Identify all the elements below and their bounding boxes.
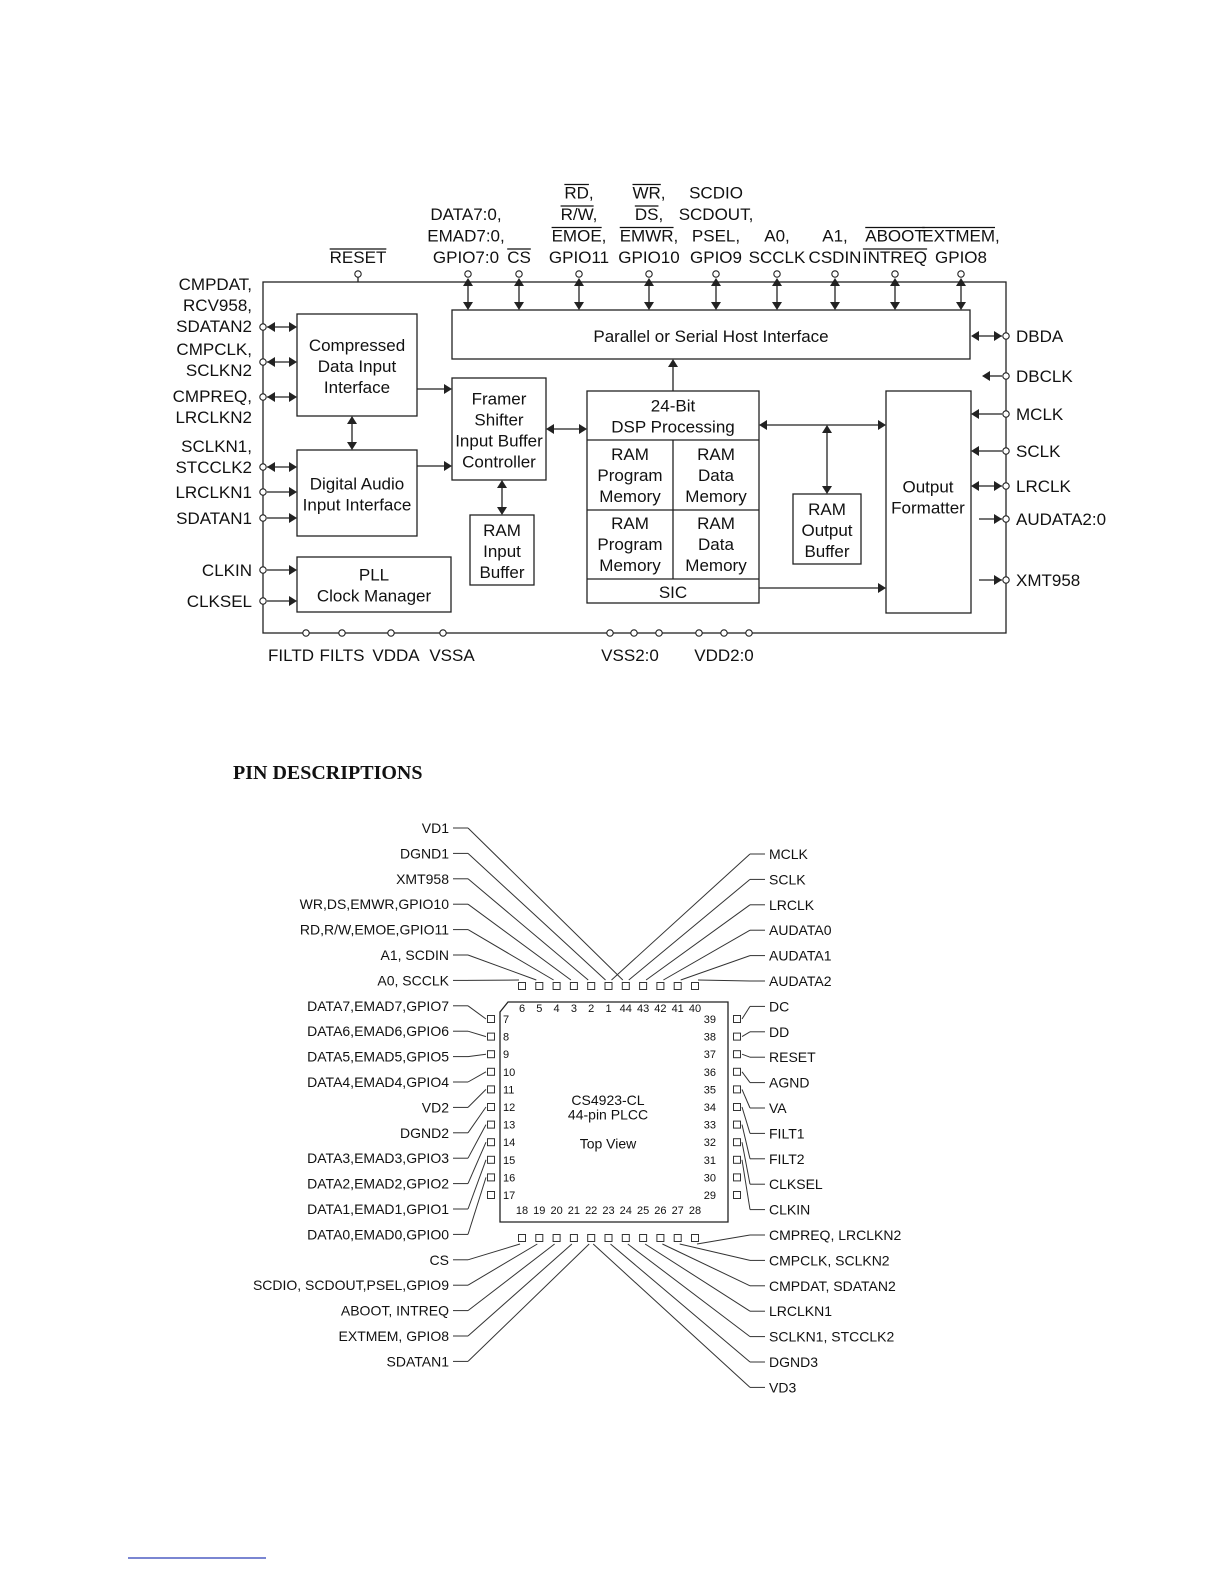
ram-data-1-text: Data [698, 466, 734, 485]
digital-audio-text: Input Interface [302, 495, 412, 515]
right-leader-diag [698, 980, 750, 981]
bottom-pin-dot [631, 630, 637, 636]
bottom-pin-dot [303, 630, 309, 636]
bottom-pin-dot [696, 630, 702, 636]
left-leader-diag [468, 904, 571, 980]
right-pin-name: LRCLKN1 [769, 1303, 833, 1320]
left-leader-diag [468, 853, 606, 980]
bottom-pin-pad [640, 1235, 647, 1242]
left-pin-name: CS [429, 1251, 449, 1268]
right-pin-name: DC [769, 998, 790, 1015]
bottom-pin-label: VSSA [429, 646, 475, 665]
right-pin-name: CMPCLK, SCLKN2 [769, 1252, 890, 1269]
left-pin-label: CMPREQ, [172, 387, 252, 406]
bottom-pin-dot [721, 630, 727, 636]
left-pin-label: CMPCLK, [176, 340, 252, 359]
top-pin-label: GPIO9 [690, 248, 742, 267]
top-pin-number: 4 [553, 1003, 560, 1015]
left-pin-name: DATA0,EMAD0,GPIO0 [307, 1226, 449, 1243]
bottom-pin-dot [607, 630, 613, 636]
right-leader-diag [742, 1089, 750, 1108]
left-pin-pad [488, 1016, 495, 1023]
bottom-pin-number: 22 [585, 1205, 598, 1217]
ram-data-2-text: Memory [685, 556, 747, 575]
left-pin-name: DATA3,EMAD3,GPIO3 [307, 1150, 449, 1167]
left-pin-number: 9 [503, 1049, 510, 1062]
left-pin-label: LRCLKN2 [175, 408, 252, 427]
right-pin-pad [734, 1156, 741, 1163]
compressed-text: Data Input [317, 357, 397, 376]
left-leader-diag [468, 1142, 486, 1183]
right-pin-name: CMPREQ, LRCLKN2 [769, 1227, 902, 1243]
bottom-pin-pad [553, 1235, 560, 1242]
left-pin-number: 13 [503, 1119, 516, 1132]
right-pin-name: MCLK [769, 846, 808, 862]
right-pin-number: 35 [703, 1084, 716, 1097]
right-pin-pad [734, 1174, 741, 1181]
bottom-pin-label: VSS2:0 [601, 646, 659, 665]
dsp-text: DSP Processing [611, 417, 735, 437]
top-pin-label: GPIO11 [548, 248, 610, 267]
top-pin-label: EMAD7:0, [427, 226, 505, 246]
left-pin-dot [260, 489, 266, 495]
left-pin-number: 12 [503, 1102, 516, 1114]
right-leader-diag [681, 956, 750, 980]
right-pin-pad [734, 1016, 741, 1023]
top-pin-dot [646, 271, 652, 277]
top-pin-label: INTREQ [862, 248, 928, 267]
top-pin-number: 42 [654, 1003, 667, 1015]
right-leader-diag [628, 1244, 750, 1337]
right-pin-number: 31 [703, 1154, 716, 1167]
top-pin-pad [640, 983, 647, 990]
right-pin-name: VD3 [769, 1379, 797, 1396]
left-pin-pad [488, 1121, 495, 1128]
bottom-pin-label: VDD2:0 [694, 646, 754, 665]
left-pin-label: SCLKN2 [185, 361, 252, 380]
ram-input-text: Buffer [479, 563, 525, 582]
left-pin-pad [488, 1192, 495, 1199]
left-pin-name: A0, SCCLK [377, 972, 449, 989]
left-pin-number: 11 [503, 1084, 515, 1097]
left-pin-name: VD1 [421, 820, 449, 836]
top-pin-dot [516, 271, 522, 277]
top-pin-label: DATA7:0, [430, 205, 502, 224]
left-pin-number: 14 [503, 1137, 516, 1150]
digital-audio-text: Digital Audio [309, 474, 405, 494]
top-pin-label: R/W, [560, 205, 598, 224]
bottom-pin-pad [674, 1235, 681, 1242]
right-pin-number: 33 [703, 1119, 716, 1132]
right-leader-diag [742, 1072, 750, 1083]
left-pin-dot [260, 567, 266, 573]
ram-prog-1-text: Memory [599, 487, 661, 506]
right-pin-dot [1003, 333, 1009, 339]
top-pin-label: ABOOT [865, 226, 925, 246]
left-leader-diag [468, 1054, 486, 1056]
right-leader-diag [612, 854, 751, 980]
left-pin-pad [488, 1051, 495, 1058]
ram-prog-1-text: Program [597, 466, 663, 485]
top-pin-number: 43 [636, 1003, 650, 1015]
top-pin-dot [958, 271, 964, 277]
left-pin-label: SCLKN1, [181, 437, 252, 456]
right-pin-dot [1003, 373, 1009, 379]
left-pin-label: RCV958, [183, 296, 252, 315]
bottom-pin-number: 26 [654, 1205, 667, 1217]
right-pin-name: SCLKN1, STCCLK2 [769, 1328, 895, 1345]
top-pin-label: A0, [764, 226, 790, 246]
output-formatter-text: Output [902, 477, 954, 497]
left-pin-number: 8 [503, 1031, 510, 1044]
right-leader-diag [742, 1006, 750, 1019]
top-pin-dot [576, 271, 582, 277]
left-pin-dot [260, 359, 266, 365]
left-pin-label: SDATAN2 [176, 317, 252, 336]
top-pin-pad [657, 983, 664, 990]
right-pin-name: DD [769, 1023, 790, 1040]
top-pin-label: SCDOUT, [678, 205, 754, 224]
bottom-pin-number: 28 [688, 1205, 702, 1217]
left-leader-diag [468, 930, 554, 980]
right-pin-number: 38 [703, 1031, 716, 1044]
left-pin-name: SCDIO, SCDOUT,PSEL,GPIO9 [252, 1277, 449, 1294]
top-pin-label: RESET [329, 248, 387, 267]
right-leader-diag [646, 905, 750, 980]
top-pin-label: PSEL, [691, 226, 741, 246]
top-pin-number: 1 [605, 1003, 612, 1015]
right-pin-dot [1003, 483, 1009, 489]
chip-label-text: Top View [579, 1135, 637, 1152]
top-pin-label: GPIO7:0 [432, 248, 500, 267]
left-pin-pad [488, 1086, 495, 1093]
bottom-pin-dot [388, 630, 394, 636]
top-pin-number: 3 [570, 1003, 577, 1015]
right-pin-dot [1003, 448, 1009, 454]
right-pin-pad [734, 1086, 741, 1093]
right-pin-pad [734, 1139, 741, 1146]
bottom-pin-pad [519, 1235, 526, 1242]
top-pin-number: 5 [536, 1003, 543, 1015]
right-leader-diag [680, 1244, 750, 1260]
right-pin-number: 30 [703, 1172, 716, 1185]
top-pin-label: GPIO10 [618, 248, 680, 267]
ram-input-text: Input [483, 542, 521, 561]
section-title: PIN DESCRIPTIONS [233, 762, 423, 784]
plcc-diagram [253, 820, 902, 1395]
top-pin-dot [892, 271, 898, 277]
ram-input-text: RAM [483, 521, 521, 540]
left-pin-number: 16 [503, 1172, 516, 1185]
left-pin-pad [488, 1104, 495, 1111]
left-pin-pad [488, 1068, 495, 1075]
left-pin-name: ABOOT, INTREQ [340, 1302, 449, 1319]
bottom-pin-pad [605, 1235, 612, 1242]
right-pin-dot [1003, 411, 1009, 417]
left-pin-name: DATA4,EMAD4,GPIO4 [307, 1074, 449, 1090]
right-pin-number: 39 [703, 1014, 716, 1026]
left-pin-label: STCCLK2 [175, 458, 252, 477]
left-pin-label: CLKIN [201, 561, 252, 580]
top-pin-label: RD, [564, 183, 594, 203]
top-pin-label: CSDIN [808, 248, 862, 267]
right-pin-label: MCLK [1016, 405, 1064, 424]
top-pin-dot [774, 271, 780, 277]
ram-output-text: RAM [808, 500, 846, 519]
sic-text: SIC [658, 583, 688, 602]
top-pin-pad [553, 983, 560, 990]
right-leader-diag [742, 1142, 750, 1184]
right-pin-name: AUDATA0 [769, 922, 832, 939]
chip-label-text: CS4923-CL [571, 1092, 645, 1108]
left-pin-number: 10 [503, 1066, 516, 1079]
left-pin-pad [488, 1174, 495, 1181]
top-pin-label: A1, [822, 226, 848, 246]
right-pin-name: AUDATA2 [769, 973, 832, 989]
right-leader-diag [742, 1054, 750, 1057]
right-pin-dot [1003, 516, 1009, 522]
right-pin-pad [734, 1068, 741, 1075]
ram-output-text: Buffer [804, 542, 850, 561]
right-pin-name: AGND [769, 1074, 810, 1091]
left-leader-diag [468, 1089, 486, 1107]
left-pin-dot [260, 324, 266, 330]
right-pin-name: CLKIN [769, 1201, 811, 1218]
ram-prog-1-text: RAM [611, 445, 649, 464]
left-leader-diag [468, 828, 623, 980]
right-pin-name: SCLK [769, 871, 806, 888]
left-pin-number: 15 [503, 1154, 516, 1167]
top-pin-label: EMWR, [619, 226, 679, 246]
framer-text: Controller [462, 452, 536, 472]
bottom-pin-number: 20 [550, 1205, 563, 1217]
bottom-pin-number: 19 [533, 1205, 546, 1217]
left-pin-name: XMT958 [396, 870, 449, 887]
right-pin-number: 34 [703, 1102, 716, 1114]
framer-text: Input Buffer [455, 431, 543, 451]
left-pin-dot [260, 598, 266, 604]
right-pin-name: CLKSEL [769, 1176, 823, 1193]
right-pin-label: SCLK [1016, 442, 1061, 461]
right-leader-diag [663, 930, 750, 980]
top-pin-pad [536, 983, 543, 990]
right-pin-name: DGND3 [769, 1354, 819, 1370]
pll-text: Clock Manager [316, 586, 432, 606]
left-pin-pad [488, 1139, 495, 1146]
top-pin-pad [570, 983, 577, 990]
top-pin-pad [692, 983, 699, 990]
right-leader-diag [742, 1160, 750, 1210]
bottom-pin-number: 25 [636, 1205, 650, 1217]
top-pin-label: SCCLK [748, 248, 806, 267]
dsp-text: 24-Bit [650, 396, 696, 416]
right-pin-number: 36 [703, 1066, 716, 1079]
left-pin-dot [260, 515, 266, 521]
ram-output-text: Output [801, 521, 853, 540]
bottom-pin-number: 24 [619, 1205, 632, 1217]
left-pin-label: CLKSEL [186, 592, 252, 611]
top-pin-label: DS, [634, 205, 664, 224]
top-pin-number: 2 [588, 1003, 595, 1015]
right-pin-label: AUDATA2:0 [1016, 510, 1107, 529]
left-leader-diag [468, 1244, 520, 1260]
left-leader-diag [468, 1244, 572, 1336]
right-pin-number: 37 [703, 1049, 716, 1062]
right-pin-pad [734, 1121, 741, 1128]
top-pin-number: 40 [688, 1003, 702, 1015]
left-pin-name: RD,R/W,EMOE,GPIO11 [299, 921, 449, 938]
right-pin-name: RESET [769, 1049, 816, 1066]
right-pin-name: FILT2 [769, 1150, 805, 1167]
left-pin-label: CMPDAT, [178, 275, 252, 294]
host-text: Parallel or Serial Host Interface [593, 327, 829, 346]
ram-prog-2-text: Memory [599, 556, 661, 575]
right-pin-name: AUDATA1 [769, 947, 832, 964]
right-pin-pad [734, 1051, 741, 1058]
left-leader-diag [468, 1006, 486, 1019]
bottom-pin-dot [440, 630, 446, 636]
ram-prog-2-text: RAM [611, 514, 649, 533]
left-pin-label: LRCLKN1 [175, 483, 252, 502]
top-pin-pad [622, 983, 629, 990]
bottom-pin-pad [692, 1235, 699, 1242]
left-pin-pad [488, 1156, 495, 1163]
right-leader-diag [645, 1244, 750, 1311]
ram-prog-2-text: Program [597, 535, 663, 554]
top-pin-pad [519, 983, 526, 990]
bottom-pin-pad [588, 1235, 595, 1242]
right-leader-diag [697, 1235, 750, 1244]
left-pin-name: DATA5,EMAD5,GPIO5 [307, 1048, 449, 1065]
left-pin-name: VD2 [421, 1099, 449, 1116]
right-pin-pad [734, 1033, 741, 1040]
left-pin-name: EXTMEM, GPIO8 [338, 1328, 449, 1344]
left-pin-number: 17 [503, 1190, 516, 1202]
right-pin-name: FILT1 [769, 1125, 805, 1142]
bottom-pin-number: 18 [515, 1205, 529, 1217]
chip-label-text: 44-pin PLCC [567, 1106, 649, 1123]
top-pin-dot [465, 271, 471, 277]
compressed-text: Interface [323, 378, 391, 397]
ram-data-1-text: Memory [685, 487, 747, 506]
right-leader-diag [611, 1244, 751, 1362]
pll-text: PLL [358, 565, 390, 585]
left-leader-diag [468, 1072, 486, 1082]
right-pin-name: CMPDAT, SDATAN2 [769, 1277, 896, 1294]
right-pin-pad [734, 1192, 741, 1199]
left-pin-name: WR,DS,EMWR,GPIO10 [299, 896, 449, 913]
ram-data-1-text: RAM [697, 445, 735, 464]
top-pin-label: CS [507, 248, 531, 267]
top-pin-label: EMOE, [551, 226, 607, 246]
bottom-pin-number: 21 [567, 1205, 581, 1217]
left-pin-name: DATA1,EMAD1,GPIO1 [307, 1201, 449, 1217]
right-pin-pad [734, 1104, 741, 1111]
left-leader-diag [468, 1031, 486, 1036]
top-pin-label: GPIO8 [935, 248, 987, 267]
bottom-pin-label: VDDA [372, 646, 420, 665]
left-pin-name: SDATAN1 [386, 1353, 449, 1370]
top-pin-label: SCDIO [689, 183, 743, 203]
block-diagram [173, 184, 1106, 666]
bottom-pin-label: FILTS [319, 646, 365, 665]
top-pin-pad [605, 983, 612, 990]
top-pin-pad [588, 983, 595, 990]
top-pin-label: WR, [632, 183, 666, 203]
left-leader-diag [468, 955, 536, 980]
right-leader-diag [593, 1244, 750, 1387]
ram-data-2-text: Data [698, 535, 734, 554]
right-pin-number: 32 [703, 1137, 716, 1150]
left-pin-name: DGND1 [399, 845, 449, 862]
left-pin-label: SDATAN1 [176, 509, 252, 528]
output-formatter-text: Formatter [891, 498, 965, 518]
top-pin-pad [674, 983, 681, 990]
bottom-pin-dot [339, 630, 345, 636]
ram-data-2-text: RAM [697, 514, 735, 533]
bottom-pin-number: 23 [602, 1205, 615, 1217]
left-pin-dot [260, 394, 266, 400]
left-pin-name: A1, SCDIN [380, 947, 449, 963]
bottom-pin-number: 27 [671, 1205, 684, 1217]
bottom-pin-dot [746, 630, 752, 636]
bottom-pin-pad [657, 1235, 664, 1242]
right-pin-name: LRCLK [769, 896, 815, 913]
top-pin-dot [355, 271, 361, 277]
top-pin-number: 44 [619, 1003, 632, 1015]
bottom-pin-pad [570, 1235, 577, 1242]
left-pin-number: 7 [503, 1014, 510, 1026]
bottom-pin-dot [656, 630, 662, 636]
right-leader-diag [742, 1032, 750, 1037]
right-pin-number: 29 [703, 1190, 716, 1202]
left-pin-name: DGND2 [399, 1124, 449, 1141]
right-pin-label: LRCLK [1016, 477, 1071, 496]
left-leader-diag [468, 1177, 486, 1234]
top-pin-dot [832, 271, 838, 277]
top-pin-number: 41 [671, 1003, 684, 1015]
right-pin-label: DBCLK [1016, 367, 1073, 386]
top-pin-dot [713, 271, 719, 277]
left-leader-diag [468, 1244, 537, 1285]
right-pin-label: DBDA [1016, 327, 1064, 346]
right-pin-label: XMT958 [1016, 571, 1081, 590]
left-leader-diag [468, 1244, 589, 1361]
right-pin-dot [1003, 577, 1009, 583]
left-pin-dot [260, 464, 266, 470]
left-pin-name: DATA7,EMAD7,GPIO7 [307, 997, 449, 1014]
top-pin-label: EXTMEM, [922, 226, 1000, 246]
left-pin-name: DATA6,EMAD6,GPIO6 [307, 1023, 449, 1040]
bottom-pin-pad [536, 1235, 543, 1242]
right-pin-name: VA [769, 1100, 787, 1116]
bottom-pin-pad [622, 1235, 629, 1242]
left-pin-name: DATA2,EMAD2,GPIO2 [307, 1175, 449, 1192]
bottom-pin-label: FILTD [268, 646, 314, 665]
left-pin-pad [488, 1033, 495, 1040]
compressed-text: Compressed [308, 336, 406, 355]
framer-text: Shifter [474, 410, 524, 430]
framer-text: Framer [471, 389, 527, 409]
top-pin-number: 6 [518, 1003, 526, 1015]
